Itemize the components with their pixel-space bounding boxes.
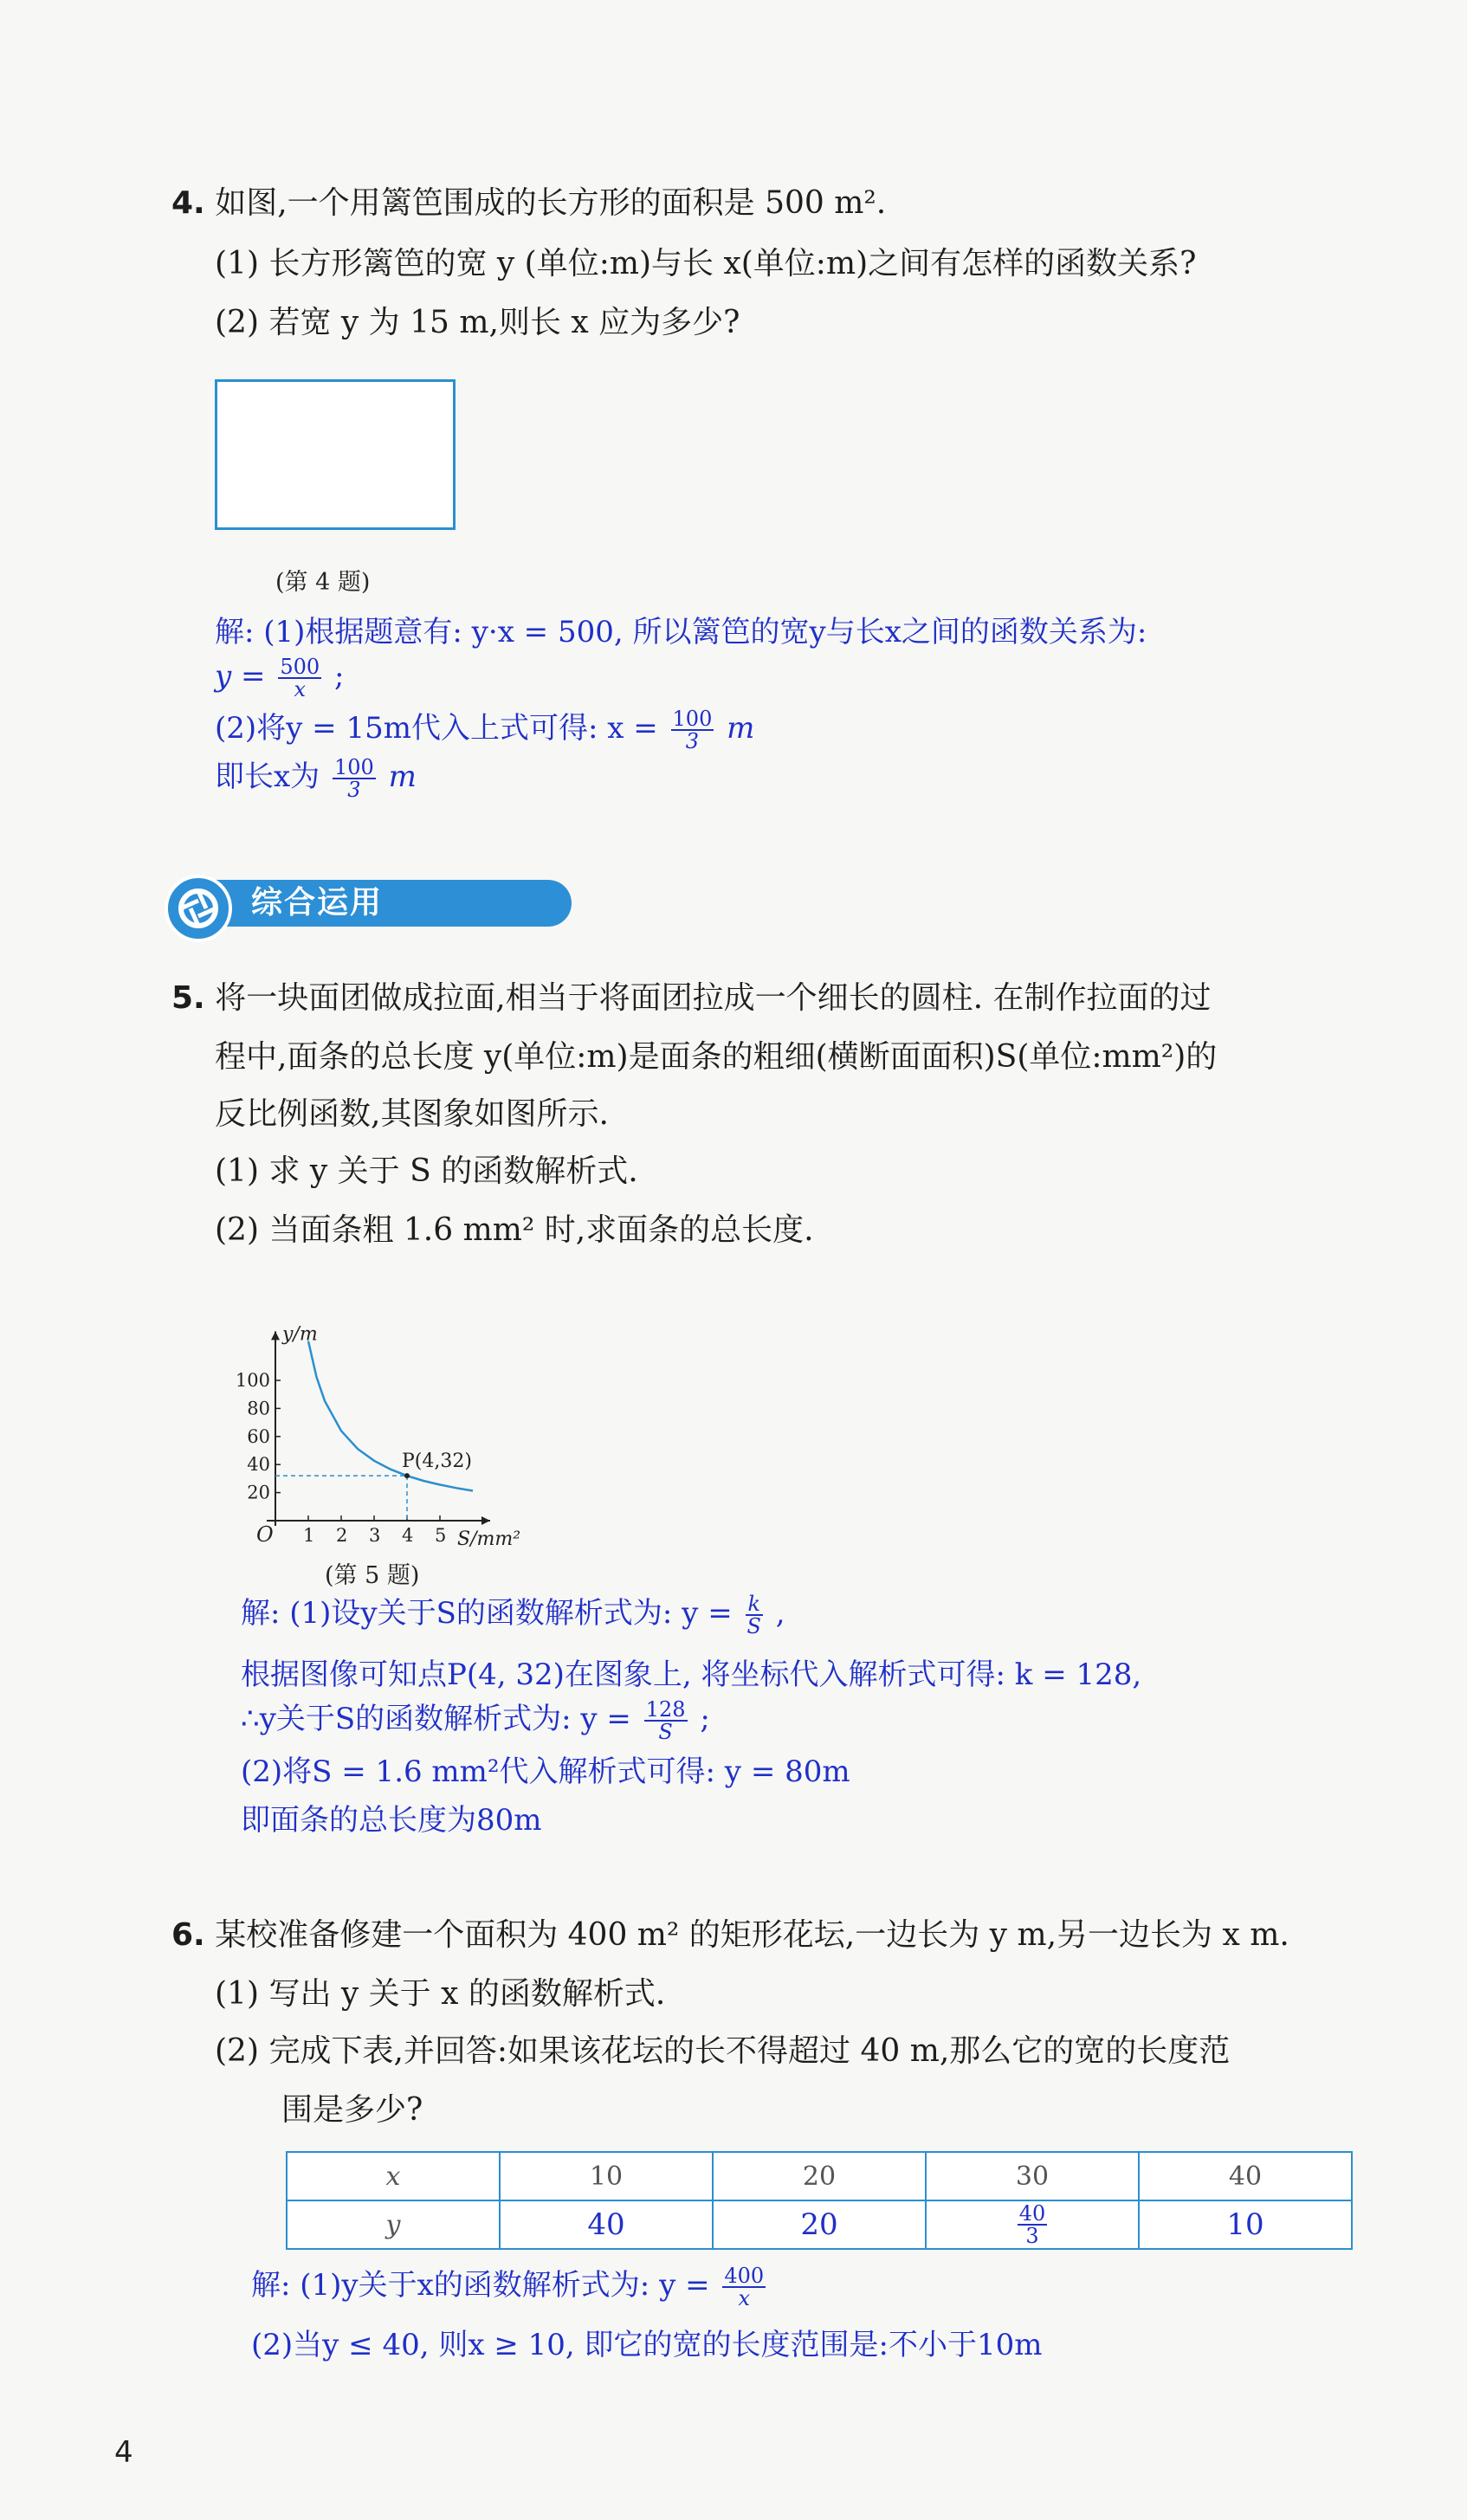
q5-answer-line5: 即面条的总长度为80m — [241, 1803, 542, 1838]
y-axis-label: y/m — [282, 1323, 318, 1346]
q6-table-x2: 20 — [713, 2152, 926, 2200]
q6-answer-line1 — [251, 2265, 769, 2309]
x-tick-label: 5 — [435, 1525, 447, 1546]
page-number: 4 — [114, 2435, 133, 2470]
y-tick-label: 80 — [247, 1398, 270, 1419]
q4-answer-line4-prefix: 即长x为 — [215, 759, 320, 794]
q6-table-row-x — [287, 2152, 1352, 2200]
q5-caption: (第 5 题) — [325, 1562, 420, 1589]
q6-frac-num: 400 — [724, 2264, 765, 2288]
y-tick-label: 100 — [235, 1370, 270, 1391]
q4-answer-fraction1 — [278, 656, 321, 700]
q6-table-x1: 10 — [500, 2152, 713, 2200]
chart-axes — [256, 1323, 520, 1548]
q5-answer-line2: 根据图像可知点P(4, 32)在图象上, 将坐标代入解析式可得: k = 128, — [241, 1657, 1142, 1692]
q5-line1 — [171, 979, 1212, 1018]
q5-frac2-den: S — [658, 1720, 673, 1744]
q5-answer-line4: (2)将S = 1.6 mm²代入解析式可得: y = 80m — [241, 1754, 850, 1789]
q6-table-y4: 10 — [1139, 2200, 1352, 2249]
q5-chart — [234, 1271, 563, 1548]
q6-stem — [171, 1916, 1289, 1955]
q6-table-row-y — [287, 2200, 1352, 2249]
q6-stem-text: 某校准备修建一个面积为 400 m² 的矩形花坛,一边长为 y m,另一边长为 x m. — [215, 1917, 1289, 1953]
section-title: 综合运用 — [197, 880, 572, 927]
y-tick-label: 20 — [247, 1482, 270, 1503]
q5-frac1-num: k — [746, 1593, 763, 1616]
q5-answer-line3-suffix: ; — [700, 1702, 710, 1736]
q5-number: 5. — [171, 980, 205, 1016]
q6-part2b: 围是多少? — [281, 2092, 423, 2128]
q5-answer-line1-prefix: 解: (1)设y关于S的函数解析式为: y = — [241, 1596, 733, 1631]
q6-frac-den: x — [738, 2286, 751, 2310]
x-tick-label: 2 — [336, 1525, 348, 1546]
q4-stem — [171, 184, 886, 223]
q4-answer-line3-suffix: m — [727, 711, 755, 746]
q4-answer-fraction3 — [333, 757, 376, 800]
q4-frac1-den: x — [294, 677, 306, 701]
x-tick-label: 3 — [369, 1525, 381, 1546]
q4-answer-fraction2 — [671, 708, 714, 752]
q6-table-y-label: y — [287, 2200, 500, 2249]
section-logo-icon — [165, 875, 232, 942]
x-axis-label: S/mm² — [457, 1528, 521, 1548]
point-p-label: P(4,32) — [402, 1451, 472, 1473]
q6-table-y3-fraction — [1018, 2203, 1048, 2246]
q5-line2: 程中,面条的总长度 y(单位:m)是面条的粗细(横断面面积)S(单位:mm²)的 — [215, 1039, 1218, 1075]
q6-table — [286, 2151, 1353, 2250]
q4-answer-line2-suffix: ; — [333, 659, 345, 694]
q6-part2a: (2) 完成下表,并回答:如果该花坛的长不得超过 40 m,那么它的宽的长度范 — [215, 2033, 1231, 2069]
q5-part2: (2) 当面条粗 1.6 mm² 时,求面条的总长度. — [215, 1212, 814, 1248]
q6-table-y3-den: 3 — [1025, 2224, 1039, 2248]
q4-answer-line4-suffix: m — [388, 759, 417, 794]
q5-line3: 反比例函数,其图象如图所示. — [215, 1096, 609, 1132]
y-tick-label: 60 — [247, 1425, 270, 1447]
q5-part1: (1) 求 y 关于 S 的函数解析式. — [215, 1153, 638, 1189]
q4-answer-line1: 解: (1)根据题意有: y·x = 500, 所以篱笆的宽y与长x之间的函数关系为: — [215, 615, 1147, 649]
q4-answer-line4 — [215, 757, 417, 800]
q5-answer-line3 — [241, 1699, 710, 1742]
q6-table-x4: 40 — [1139, 2152, 1352, 2200]
q4-frac2-num: 100 — [672, 707, 713, 731]
q4-frac3-den: 3 — [347, 778, 361, 802]
q5-frac1-den: S — [746, 1614, 761, 1638]
q4-rectangle-figure — [215, 379, 456, 530]
q4-answer-line2-prefix: y = — [215, 659, 266, 694]
q6-answer-fraction — [722, 2265, 766, 2309]
q4-part2: (2) 若宽 y 为 15 m,则长 x 应为多少? — [215, 305, 740, 340]
q6-table-x-label: x — [287, 2152, 500, 2200]
q6-table-y3 — [926, 2200, 1139, 2249]
q6-answer-line2: (2)当y ≤ 40, 则x ≥ 10, 即它的宽的长度范围是:不小于10m — [251, 2328, 1043, 2362]
q4-answer-line3 — [215, 708, 754, 752]
q4-number: 4. — [171, 185, 205, 221]
q4-frac2-den: 3 — [685, 729, 700, 753]
camera-shutter-icon — [168, 878, 229, 939]
y-axis-arrow — [271, 1331, 280, 1340]
q4-stem-text: 如图,一个用篱笆围成的长方形的面积是 500 m². — [215, 185, 887, 221]
q4-answer-line3-prefix: (2)将y = 15m代入上式可得: x = — [215, 711, 658, 746]
q6-number: 6. — [171, 1917, 205, 1953]
section-banner — [165, 875, 580, 932]
x-tick-label: 1 — [303, 1525, 315, 1546]
point-p — [404, 1473, 410, 1478]
q4-answer-line2 — [215, 656, 344, 700]
q6-table-y1: 40 — [500, 2200, 713, 2249]
q5-answer-fraction1 — [746, 1593, 763, 1637]
q6-part1: (1) 写出 y 关于 x 的函数解析式. — [215, 1976, 666, 2012]
y-tick-label: 40 — [247, 1454, 270, 1476]
q5-frac2-num: 128 — [645, 1697, 686, 1722]
origin-label: O — [256, 1522, 274, 1547]
q4-frac1-num: 500 — [280, 655, 320, 679]
q5-answer-line1 — [241, 1593, 785, 1637]
q6-table-y3-num: 40 — [1018, 2201, 1046, 2226]
q5-line1-text: 将一块面团做成拉面,相当于将面团拉成一个细长的圆柱. 在制作拉面的过 — [215, 980, 1212, 1016]
q4-caption: (第 4 题) — [275, 569, 371, 596]
q6-answer-line1-prefix: 解: (1)y关于x的函数解析式为: y = — [251, 2268, 710, 2303]
q4-part1: (1) 长方形篱笆的宽 y (单位:m)与长 x(单位:m)之间有怎样的函数关系? — [215, 246, 1197, 281]
q6-table-y2: 20 — [713, 2200, 926, 2249]
q5-answer-fraction2 — [644, 1699, 688, 1742]
q4-frac3-num: 100 — [334, 755, 374, 779]
x-tick-label: 4 — [402, 1525, 414, 1546]
q5-answer-line1-suffix: , — [775, 1596, 785, 1631]
q6-table-x3: 30 — [926, 2152, 1139, 2200]
q5-answer-line3-prefix: ∴y关于S的函数解析式为: y = — [241, 1702, 631, 1736]
x-axis-arrow — [481, 1516, 490, 1525]
